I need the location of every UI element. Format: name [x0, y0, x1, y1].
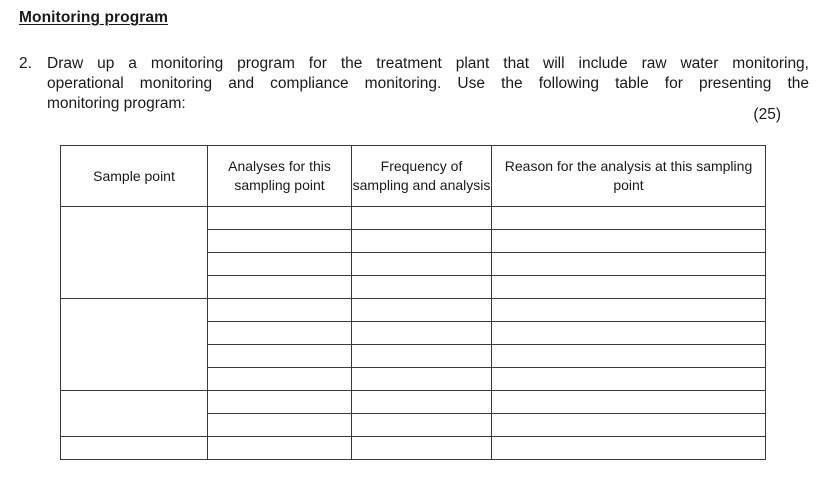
reason-cell[interactable]	[492, 368, 766, 391]
monitoring-table	[60, 145, 766, 460]
analyses-cell[interactable]	[208, 345, 352, 368]
analyses-cell[interactable]	[208, 437, 352, 460]
reason-cell[interactable]	[492, 322, 766, 345]
analyses-cell[interactable]	[208, 299, 352, 322]
analyses-cell[interactable]	[208, 230, 352, 253]
frequency-cell[interactable]	[352, 276, 492, 299]
analyses-cell[interactable]	[208, 391, 352, 414]
reason-cell[interactable]	[492, 299, 766, 322]
section-heading: Monitoring program	[19, 9, 169, 26]
frequency-cell[interactable]	[352, 299, 492, 322]
sample-point-cell[interactable]	[61, 207, 208, 299]
table-header-row	[61, 146, 766, 207]
frequency-cell[interactable]	[352, 414, 492, 437]
header-frequency: Frequency of sampling and analysis	[352, 146, 492, 207]
frequency-cell[interactable]	[352, 322, 492, 345]
header-analyses: Analyses for this sampling point	[208, 146, 352, 207]
sample-point-cell[interactable]	[61, 391, 208, 437]
frequency-cell[interactable]	[352, 230, 492, 253]
analyses-cell[interactable]	[208, 207, 352, 230]
reason-cell[interactable]	[492, 391, 766, 414]
reason-cell[interactable]	[492, 345, 766, 368]
question-number: 2.	[19, 55, 32, 72]
reason-cell[interactable]	[492, 230, 766, 253]
sample-point-cell[interactable]	[61, 299, 208, 391]
question-line-2: operational monitoring and compliance monitoring. Use the following table for presenting the	[47, 75, 809, 92]
frequency-cell[interactable]	[352, 207, 492, 230]
reason-cell[interactable]	[492, 253, 766, 276]
sample-point-cell[interactable]	[61, 437, 208, 460]
reason-cell[interactable]	[492, 207, 766, 230]
header-reason: Reason for the analysis at this sampling point	[492, 146, 766, 207]
table-row	[61, 299, 766, 322]
question-line-3: monitoring program:	[47, 95, 186, 112]
analyses-cell[interactable]	[208, 276, 352, 299]
analyses-cell[interactable]	[208, 414, 352, 437]
question-marks: (25)	[753, 106, 781, 123]
frequency-cell[interactable]	[352, 253, 492, 276]
table-row	[61, 207, 766, 230]
table-row	[61, 437, 766, 460]
reason-cell[interactable]	[492, 414, 766, 437]
frequency-cell[interactable]	[352, 391, 492, 414]
question-line-1: Draw up a monitoring program for the treatment plant that will include raw water monitoring,	[47, 55, 809, 72]
question-text	[47, 54, 809, 114]
analyses-cell[interactable]	[208, 253, 352, 276]
frequency-cell[interactable]	[352, 368, 492, 391]
analyses-cell[interactable]	[208, 322, 352, 345]
frequency-cell[interactable]	[352, 437, 492, 460]
reason-cell[interactable]	[492, 276, 766, 299]
frequency-cell[interactable]	[352, 345, 492, 368]
reason-cell[interactable]	[492, 437, 766, 460]
analyses-cell[interactable]	[208, 368, 352, 391]
table-row	[61, 391, 766, 414]
header-sample-point: Sample point	[61, 146, 208, 207]
